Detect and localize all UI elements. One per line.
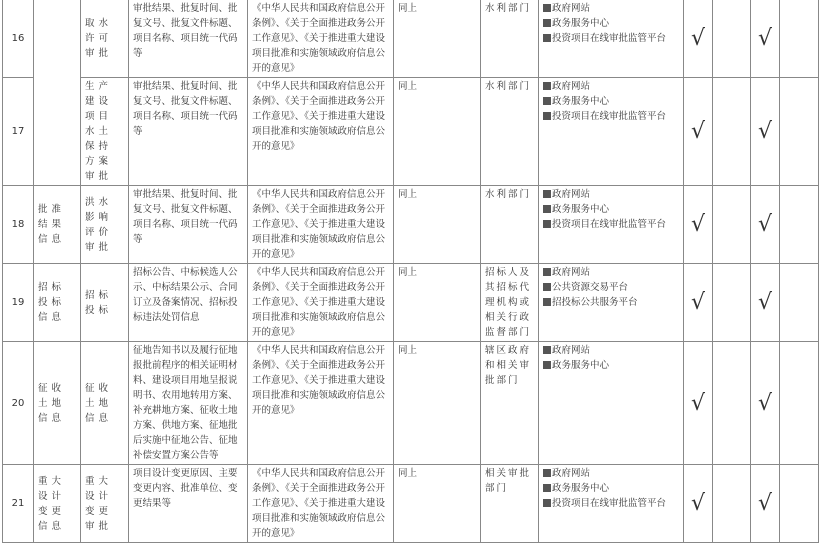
square-bullet-icon bbox=[543, 205, 551, 213]
channel-label: 政府网站 bbox=[552, 189, 591, 200]
channel-item bbox=[543, 280, 679, 295]
dept-cell: 水利部门 bbox=[481, 186, 539, 264]
empty-cell bbox=[780, 264, 819, 342]
category-cell: 招标投标信息 bbox=[34, 264, 81, 342]
time-cell: 同上 bbox=[394, 342, 481, 465]
empty-cell bbox=[780, 78, 819, 186]
channel-item bbox=[543, 265, 679, 280]
channel-label: 政府网站 bbox=[552, 345, 591, 356]
basis-cell: 《中华人民共和国政府信息公开条例》、《关于全面推进政务公开工作意见》、《关于推进重大建设项目批准和实施领域政府信息公开的意见》 bbox=[248, 0, 394, 78]
channel-item bbox=[543, 1, 679, 16]
empty-cell bbox=[780, 0, 819, 78]
channel-item bbox=[543, 496, 679, 511]
channels-cell bbox=[539, 342, 684, 465]
channel-label: 投资项目在线审批监管平台 bbox=[552, 219, 667, 230]
empty-cell bbox=[780, 186, 819, 264]
empty-cell bbox=[713, 0, 751, 78]
content-cell: 审批结果、批复时间、批复文号、批复文件标题、项目名称、项目统一代码等 bbox=[129, 0, 248, 78]
table-row bbox=[3, 465, 819, 543]
channel-item bbox=[543, 109, 679, 124]
channel-item bbox=[543, 31, 679, 46]
channels-cell bbox=[539, 264, 684, 342]
checkmark-a: √ bbox=[684, 0, 713, 78]
checkmark-a: √ bbox=[684, 264, 713, 342]
content-cell: 项目设计变更原因、主要变更内容、批准单位、变更结果等 bbox=[129, 465, 248, 543]
row-number: 18 bbox=[3, 186, 34, 264]
basis-cell: 《中华人民共和国政府信息公开条例》、《关于全面推进政务公开工作意见》、《关于推进重大建设项目批准和实施领域政府信息公开的意见》 bbox=[248, 186, 394, 264]
channel-label: 政府网站 bbox=[552, 468, 591, 479]
dept-cell: 水利部门 bbox=[481, 78, 539, 186]
table-row bbox=[3, 342, 819, 465]
checkmark-b: √ bbox=[751, 186, 780, 264]
channels-cell bbox=[539, 186, 684, 264]
empty-cell bbox=[713, 465, 751, 543]
table-row bbox=[3, 78, 819, 186]
row-number: 19 bbox=[3, 264, 34, 342]
channel-item bbox=[543, 217, 679, 232]
channel-item bbox=[543, 295, 679, 310]
row-number: 20 bbox=[3, 342, 34, 465]
dept-cell: 招标人及其招标代理机构或相关行政监督部门 bbox=[481, 264, 539, 342]
row-number: 21 bbox=[3, 465, 34, 543]
channel-item bbox=[543, 79, 679, 94]
empty-cell bbox=[713, 342, 751, 465]
category-cell: 重大设计变更信息 bbox=[34, 465, 81, 543]
content-cell: 审批结果、批复时间、批复文号、批复文件标题、项目名称、项目统一代码等 bbox=[129, 186, 248, 264]
square-bullet-icon bbox=[543, 97, 551, 105]
square-bullet-icon bbox=[543, 82, 551, 90]
channels-cell bbox=[539, 78, 684, 186]
checkmark-a: √ bbox=[684, 465, 713, 543]
basis-cell: 《中华人民共和国政府信息公开条例》、《关于全面推进政务公开工作意见》、《关于推进重大建设项目批准和实施领域政府信息公开的意见》 bbox=[248, 342, 394, 465]
checkmark-a: √ bbox=[684, 78, 713, 186]
channel-label: 政务服务中心 bbox=[552, 18, 610, 29]
item-cell: 征收土地信息 bbox=[81, 342, 129, 465]
channel-item bbox=[543, 16, 679, 31]
square-bullet-icon bbox=[543, 346, 551, 354]
channel-label: 政务服务中心 bbox=[552, 483, 610, 494]
checkmark-b: √ bbox=[751, 465, 780, 543]
item-cell: 招标投标 bbox=[81, 264, 129, 342]
square-bullet-icon bbox=[543, 190, 551, 198]
channel-label: 政府网站 bbox=[552, 81, 591, 92]
square-bullet-icon bbox=[543, 361, 551, 369]
checkmark-b: √ bbox=[751, 78, 780, 186]
time-cell: 同上 bbox=[394, 78, 481, 186]
content-cell: 招标公告、中标候选人公示、中标结果公示、合同订立及备案情况、招标投标违法处罚信息 bbox=[129, 264, 248, 342]
channel-label: 投资项目在线审批监管平台 bbox=[552, 111, 667, 122]
content-cell: 征地告知书以及履行征地报批前程序的相关证明材料、建设项目用地呈报说明书、农用地转用方案、补充耕地方案、征收土地方案、供地方案、征地批后实施中征地公告、征地补偿安置方案公告等 bbox=[129, 342, 248, 465]
square-bullet-icon bbox=[543, 4, 551, 12]
channel-label: 招投标公共服务平台 bbox=[552, 297, 638, 308]
empty-cell bbox=[713, 264, 751, 342]
checkmark-b: √ bbox=[751, 264, 780, 342]
channel-item bbox=[543, 202, 679, 217]
time-cell: 同上 bbox=[394, 465, 481, 543]
item-cell: 生产建设项目水土保持方案审批 bbox=[81, 78, 129, 186]
category-cell: 批准结果信息 bbox=[34, 186, 81, 264]
content-cell: 审批结果、批复时间、批复文号、批复文件标题、项目名称、项目统一代码等 bbox=[129, 78, 248, 186]
checkmark-b: √ bbox=[751, 342, 780, 465]
row-number: 17 bbox=[3, 78, 34, 186]
empty-cell bbox=[780, 342, 819, 465]
checkmark-a: √ bbox=[684, 186, 713, 264]
channel-item bbox=[543, 481, 679, 496]
channel-label: 政府网站 bbox=[552, 3, 591, 14]
square-bullet-icon bbox=[543, 484, 551, 492]
disclosure-table bbox=[2, 0, 819, 543]
channel-label: 政务服务中心 bbox=[552, 360, 610, 371]
channel-label: 政务服务中心 bbox=[552, 204, 610, 215]
table-row bbox=[3, 186, 819, 264]
basis-cell: 《中华人民共和国政府信息公开条例》、《关于全面推进政务公开工作意见》、《关于推进重大建设项目批准和实施领域政府信息公开的意见》 bbox=[248, 264, 394, 342]
channel-item bbox=[543, 466, 679, 481]
dept-cell: 相关审批部门 bbox=[481, 465, 539, 543]
time-cell: 同上 bbox=[394, 0, 481, 78]
channel-item bbox=[543, 94, 679, 109]
channel-label: 投资项目在线审批监管平台 bbox=[552, 33, 667, 44]
checkmark-a: √ bbox=[684, 342, 713, 465]
category-cell bbox=[34, 0, 81, 186]
time-cell: 同上 bbox=[394, 264, 481, 342]
channel-item bbox=[543, 187, 679, 202]
square-bullet-icon bbox=[543, 19, 551, 27]
table-row bbox=[3, 264, 819, 342]
channel-label: 公共资源交易平台 bbox=[552, 282, 629, 293]
item-cell: 重大设计变更审批 bbox=[81, 465, 129, 543]
square-bullet-icon bbox=[543, 298, 551, 306]
channels-cell bbox=[539, 465, 684, 543]
category-cell: 征收土地信息 bbox=[34, 342, 81, 465]
channel-item bbox=[543, 343, 679, 358]
empty-cell bbox=[713, 78, 751, 186]
dept-cell: 水利部门 bbox=[481, 0, 539, 78]
channel-label: 投资项目在线审批监管平台 bbox=[552, 498, 667, 509]
basis-cell: 《中华人民共和国政府信息公开条例》、《关于全面推进政务公开工作意见》、《关于推进重大建设项目批准和实施领域政府信息公开的意见》 bbox=[248, 465, 394, 543]
empty-cell bbox=[713, 186, 751, 264]
checkmark-b: √ bbox=[751, 0, 780, 78]
square-bullet-icon bbox=[543, 283, 551, 291]
channel-label: 政府网站 bbox=[552, 267, 591, 278]
channel-label: 政务服务中心 bbox=[552, 96, 610, 107]
square-bullet-icon bbox=[543, 268, 551, 276]
table-row bbox=[3, 0, 819, 78]
channels-cell bbox=[539, 0, 684, 78]
square-bullet-icon bbox=[543, 220, 551, 228]
channel-item bbox=[543, 358, 679, 373]
row-number: 16 bbox=[3, 0, 34, 78]
square-bullet-icon bbox=[543, 499, 551, 507]
item-cell: 取水许可审批 bbox=[81, 0, 129, 78]
basis-cell: 《中华人民共和国政府信息公开条例》、《关于全面推进政务公开工作意见》、《关于推进重大建设项目批准和实施领域政府信息公开的意见》 bbox=[248, 78, 394, 186]
square-bullet-icon bbox=[543, 112, 551, 120]
empty-cell bbox=[780, 465, 819, 543]
time-cell: 同上 bbox=[394, 186, 481, 264]
item-cell: 洪水影响评价审批 bbox=[81, 186, 129, 264]
dept-cell: 辖区政府和相关审批部门 bbox=[481, 342, 539, 465]
square-bullet-icon bbox=[543, 469, 551, 477]
square-bullet-icon bbox=[543, 34, 551, 42]
